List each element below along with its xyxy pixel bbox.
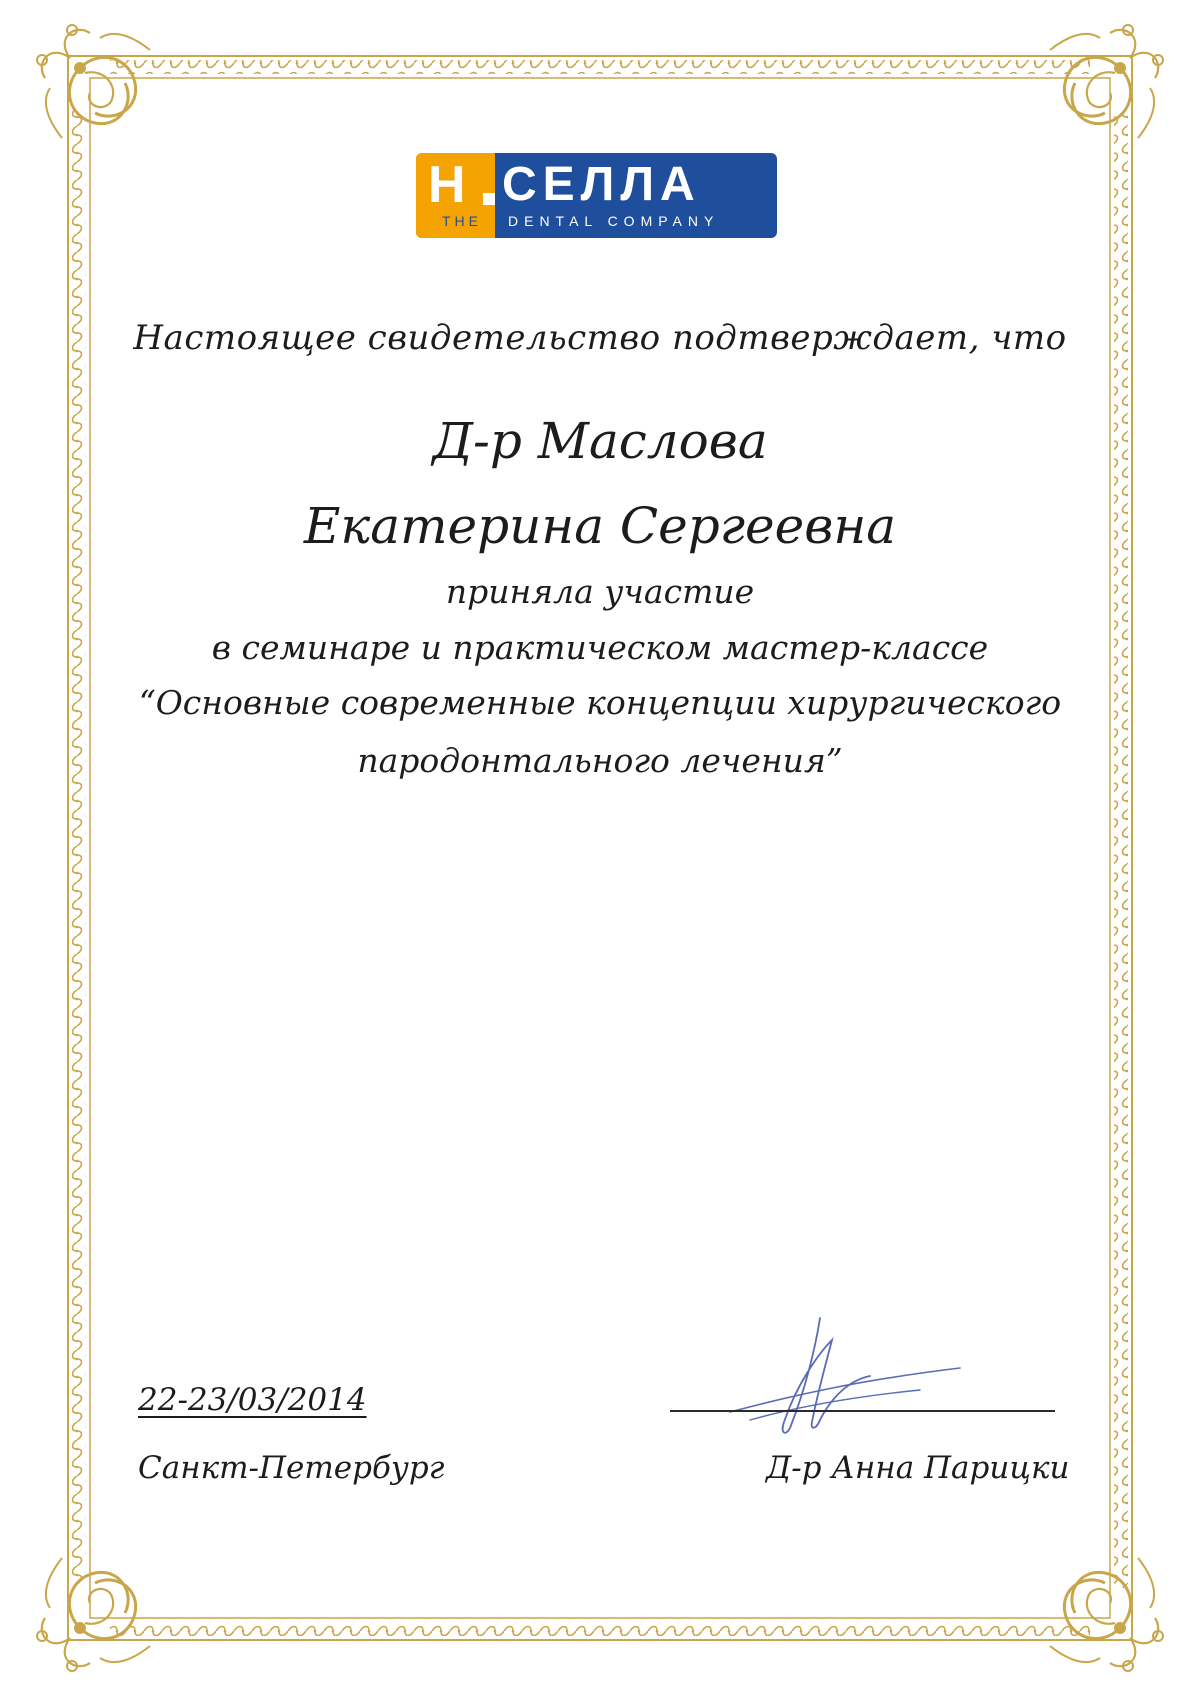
logo-dot	[483, 193, 495, 205]
certificate-intro: Настоящее свидетельство подтверждает, что	[133, 318, 1067, 358]
recipient-name-line1: Д-р Маслова	[432, 412, 768, 470]
course-title-line2: пародонтального лечения”	[357, 741, 843, 780]
company-logo	[416, 153, 777, 238]
handwritten-signature	[720, 1310, 990, 1440]
signer-name: Д-р Анна Парицки	[766, 1450, 1070, 1486]
participation-text: приняла участие	[445, 572, 755, 611]
event-type-text: в семинаре и практическом мастер-классе	[211, 628, 989, 667]
logo-tagline-left: THE	[442, 213, 482, 229]
logo-tagline-right: DENTAL COMPANY	[508, 213, 720, 229]
recipient-name-line2: Екатерина Сергеевна	[303, 497, 897, 555]
signature-line	[670, 1410, 1055, 1412]
course-title-line1: “Основные современные концепции хирургического	[138, 683, 1062, 722]
logo-name: СЕЛЛА	[502, 158, 701, 211]
certificate-city: Санкт-Петербург	[138, 1450, 445, 1486]
certificate-date: 22-23/03/2014	[138, 1382, 367, 1418]
logo-letter: H	[428, 156, 467, 214]
